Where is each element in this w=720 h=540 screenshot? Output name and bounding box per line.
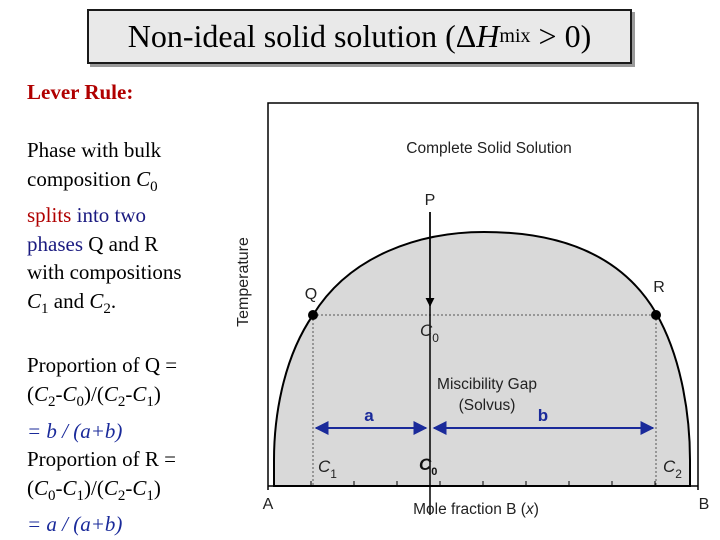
title-h: H (476, 18, 500, 54)
temperature-axis-label: Temperature (235, 237, 252, 327)
point-q-marker (308, 310, 318, 320)
solvus-label: (Solvus) (458, 397, 516, 414)
point-r-label: R (653, 279, 665, 296)
c2-label: $C_2$ (663, 457, 682, 481)
title-prefix: Non-ideal solid solution ( (127, 18, 456, 54)
title-sub: mix (499, 25, 531, 47)
proportion-q-ratio: = b / (a+b) (27, 418, 123, 443)
x-axis-label: Mole fraction B (x) (413, 501, 539, 518)
point-q-label: Q (304, 286, 318, 303)
c0-bottom-label: $C_0$ (419, 455, 438, 478)
point-p-label: P (424, 192, 436, 209)
segment-b-label: b (537, 406, 549, 425)
title-delta: Δ (455, 18, 477, 54)
proportion-q-formula: $(C_2-C_0)/(C_2-C_1)$ (27, 381, 161, 411)
c0-label: $C_0$ (420, 321, 439, 345)
point-r-marker (651, 310, 661, 320)
para1-line3: splits into two (27, 203, 147, 228)
axis-a-label: A (262, 496, 274, 513)
para1-line2: composition $C_0$ (27, 166, 158, 195)
proportion-r-ratio: = a / (a+b) (27, 512, 123, 537)
miscibility-gap-label: Miscibility Gap (437, 376, 537, 393)
axis-b-label: B (698, 496, 710, 513)
proportion-q-label: Proportion of Q = (27, 353, 178, 378)
segment-a-label: a (364, 406, 374, 425)
c1-label: $C_1$ (318, 457, 337, 481)
proportion-r-formula: $(C_0-C_1)/(C_2-C_1)$ (27, 475, 161, 504)
para1-line4: phases Q and R (27, 231, 159, 256)
para1-line1: Phase with bulk (27, 138, 162, 162)
complete-solid-solution-label: Complete Solid Solution (406, 140, 572, 157)
lever-rule-heading: Lever Rule: (27, 80, 134, 104)
para1-line5: with compositions (27, 260, 182, 285)
proportion-r-label: Proportion of R = (27, 447, 176, 472)
solvus-dome (274, 232, 690, 486)
para1-line6: $C_1$ and $C_2$. (27, 288, 117, 317)
title-suffix: > 0) (530, 18, 592, 54)
